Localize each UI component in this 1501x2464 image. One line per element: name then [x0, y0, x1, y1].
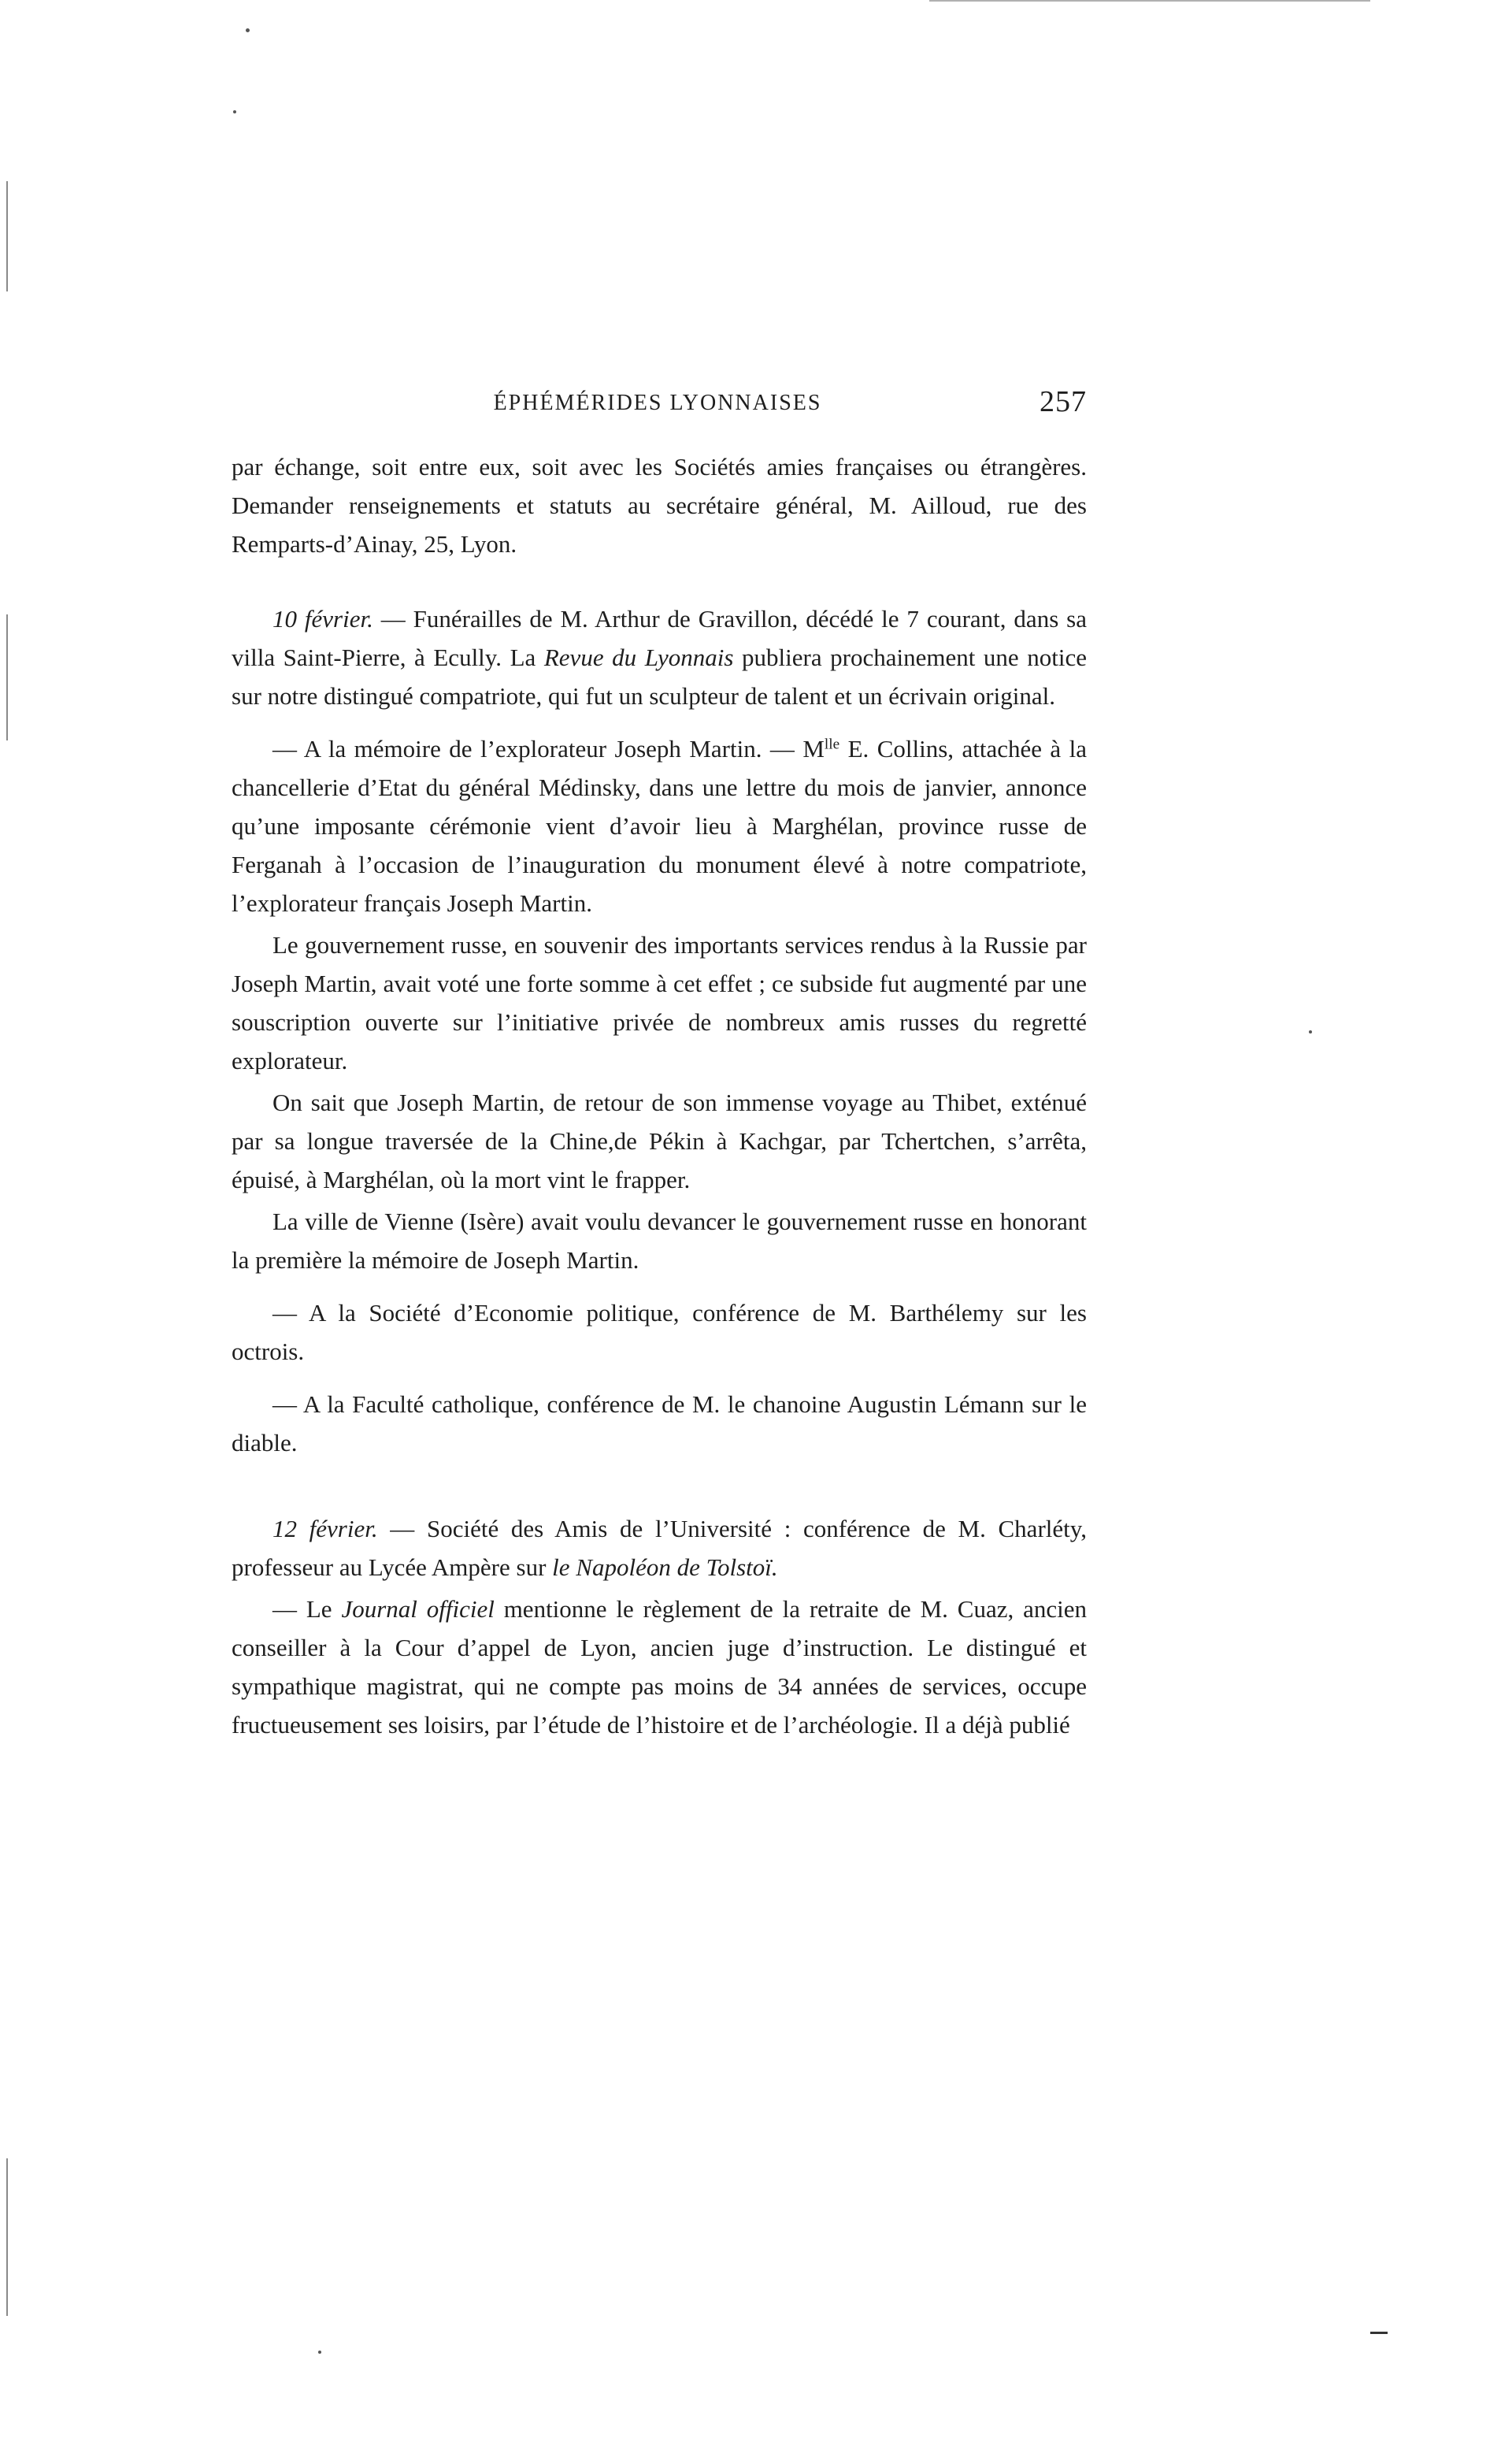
scan-mark [1370, 2332, 1388, 2334]
scan-speck [1309, 1030, 1312, 1033]
work-title: le Napoléon de Tolstoï. [552, 1553, 778, 1581]
paragraph: La ville de Vienne (Isère) avait voulu devancer le gouvernement russe en honorant la première la mémoire de Joseph Martin. [232, 1208, 1087, 1274]
entry-text: publiera prochainement une notice sur notre distingué compatriote, qui fut un sculpteur de talent et un écrivain original. [232, 644, 1087, 710]
entry-text: E. Collins, attachée à la chancellerie d’Etat du général Médinsky, dans une lettre du mois de janvier, annonce qu’une imposante cérémonie vient d’avoir lieu à Marghélan, province russe de Ferganah à l’occasion de l’inauguration du monument élevé à notre compatriote, l’explorateur français Joseph Martin. [232, 735, 1088, 917]
entry-text: — Le [272, 1595, 342, 1623]
running-head: ÉPHÉMÉRIDES LYONNAISES [493, 391, 822, 415]
entry-text: — A la mémoire de l’explorateur Joseph Martin. — M [272, 735, 825, 763]
periodical-title: Revue du Lyonnais [543, 644, 734, 671]
entry-12-fevrier [232, 1509, 1087, 1586]
entry-economie-politique: — A la Société d’Economie politique, conférence de M. Barthélemy sur les octrois. [232, 1299, 1087, 1365]
entry-text: mentionne le règlement de la retraite de M. Cuaz, ancien conseiller à la Cour d’appel de Lyon, ancien juge d’instruction. Le distingué et sympathique magistrat, qui ne compte pas moins de 34 années de services, occupe fructueusement ses loisirs, par l’étude de l’histoire et de l’archéologie. Il a déjà publié [232, 1595, 1087, 1739]
scan-speck [246, 28, 250, 32]
body-text [232, 447, 1087, 1744]
entry-10-fevrier [232, 599, 1087, 715]
left-scan-edge [6, 2158, 8, 2316]
entry-journal-officiel [232, 1590, 1087, 1744]
paragraph-continuation: par échange, soit entre eux, soit avec les Sociétés amies françaises ou étrangères. Demander renseignements et statuts au secrétaire général, M. Ailloud, rue des Remparts-d’Ainay, 25, Lyon. [232, 453, 1087, 558]
left-scan-edge [6, 614, 8, 740]
top-scan-edge [929, 0, 1370, 2]
paragraph: Le gouvernement russe, en souvenir des importants services rendus à la Russie par Joseph Martin, avait voté une forte somme à cet effet ; ce subside fut augmenté par une souscription ouverte sur l’initiative privée de nombreux amis russes du regretté explorateur. [232, 931, 1087, 1074]
entry-text: — Société des Amis de l’Université : conférence de M. Charléty, professeur au Lycée Ampère sur [232, 1515, 1087, 1581]
periodical-title: Journal officiel [341, 1595, 495, 1623]
left-scan-edge [6, 181, 8, 291]
paragraph: On sait que Joseph Martin, de retour de son immense voyage au Thibet, exténué par sa longue traversée de la Chine,de Pékin à Kachgar, par Tchertchen, s’arrêta, épuisé, à Marghélan, où la mort vint le frapper. [232, 1089, 1087, 1193]
scan-speck [233, 110, 236, 113]
page-header [228, 384, 1087, 432]
entry-joseph-martin [232, 729, 1087, 922]
entry-date: 12 février. [272, 1515, 378, 1542]
entry-text: — Funérailles de M. Arthur de Gravillon, décédé le 7 courant, dans sa villa Saint-Pierre, à Ecully. La [232, 605, 1087, 671]
page-number: 257 [1040, 385, 1087, 418]
entry-date: 10 février. [272, 605, 373, 633]
superscript-abbrev: lle [824, 736, 840, 753]
scan-speck [318, 2351, 321, 2354]
entry-faculte-catholique: — A la Faculté catholique, conférence de M. le chanoine Augustin Lémann sur le diable. [232, 1390, 1087, 1457]
